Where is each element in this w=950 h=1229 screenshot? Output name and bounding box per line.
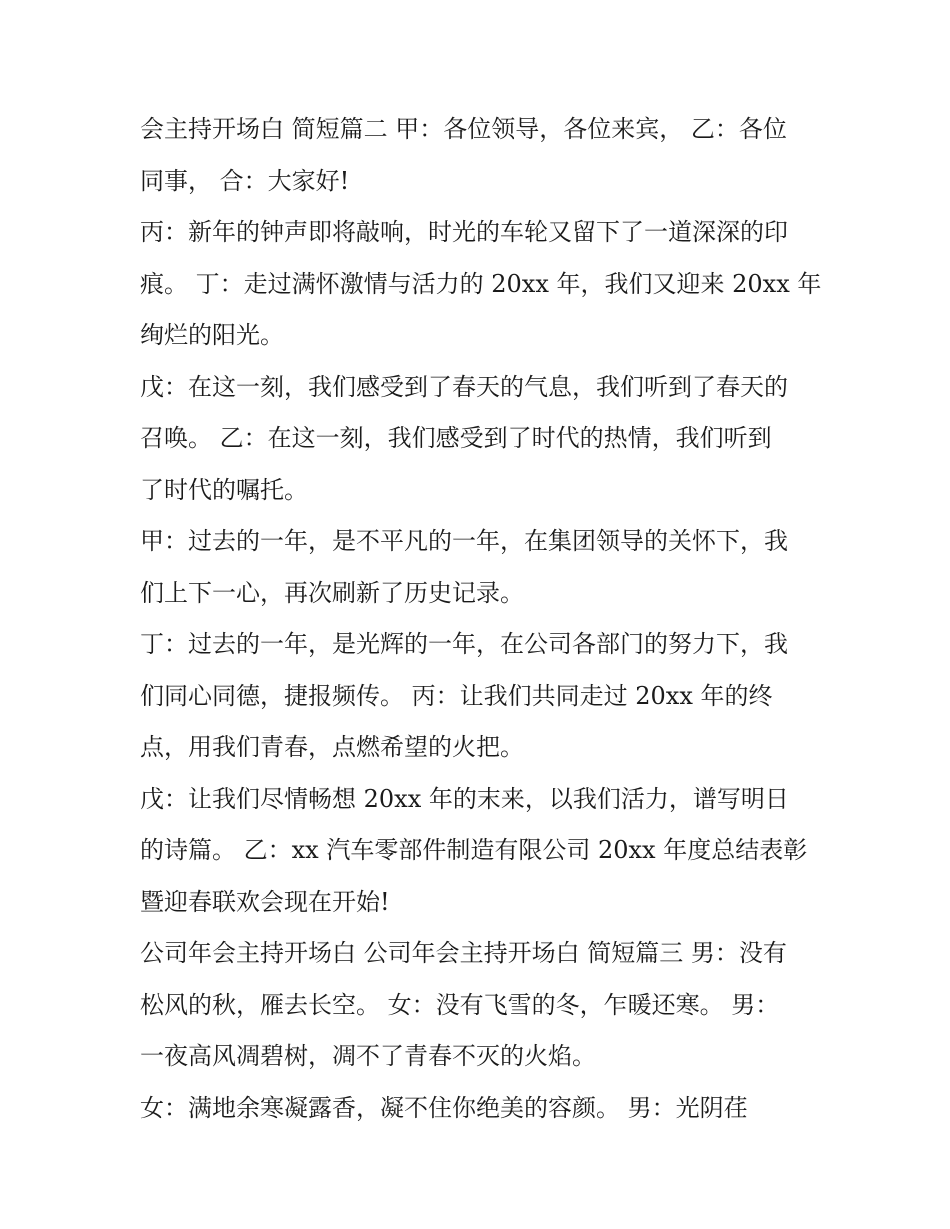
text-line-5: 绚烂的阳光。 [140, 321, 284, 349]
text-line-13: 点，用我们青春，点燃希望的火把。 [140, 733, 524, 761]
text-line-14: 戊：让我们尽情畅想 20xx 年的末来，以我们活力，谱写明日 [140, 784, 789, 813]
text-line-12: 们同心同德，捷报频传。 丙：让我们共同走过 20xx 年的终 [140, 681, 773, 710]
text-line-2: 同事， 合：大家好! [140, 166, 350, 195]
text-line-4: 痕。 丁：走过满怀激情与活力的 20xx 年，我们又迎来 20xx 年 [140, 269, 822, 298]
text-line-19: 一夜高风凋碧树，凋不了青春不灭的火焰。 [140, 1042, 596, 1070]
text-line-15: 的诗篇。 乙：xx 汽车零部件制造有限公司 20xx 年度总结表彰 [140, 836, 808, 864]
document-body [140, 104, 820, 1134]
text-line-16: 暨迎春联欢会现在开始! [140, 887, 390, 916]
text-line-20: 女：满地余寒凝露香，凝不住你绝美的容颜。 男：光阴荏 [140, 1093, 748, 1122]
text-line-17: 公司年会主持开场白 公司年会主持开场白 简短篇三 男：没有 [140, 939, 787, 967]
text-line-18: 松风的秋，雁去长空。 女：没有飞雪的冬，乍暖还寒。 男： [140, 990, 780, 1019]
text-line-3: 丙：新年的钟声即将敲响，时光的车轮又留下了一道深深的印 [140, 218, 788, 246]
text-line-6: 戊：在这一刻，我们感受到了春天的气息，我们听到了春天的 [140, 372, 788, 401]
text-line-8: 了时代的嘱托。 [140, 475, 308, 504]
text-line-1: 会主持开场白 简短篇二 甲：各位领导，各位来宾， 乙：各位 [140, 115, 787, 143]
text-line-11: 丁：过去的一年，是光辉的一年，在公司各部门的努力下，我 [140, 630, 788, 658]
text-line-10: 们上下一心，再次刷新了历史记录。 [140, 578, 524, 607]
text-line-9: 甲：过去的一年，是不平凡的一年，在集团领导的关怀下，我 [140, 527, 788, 555]
text-line-7: 召唤。 乙：在这一刻，我们感受到了时代的热情，我们听到 [140, 424, 772, 452]
